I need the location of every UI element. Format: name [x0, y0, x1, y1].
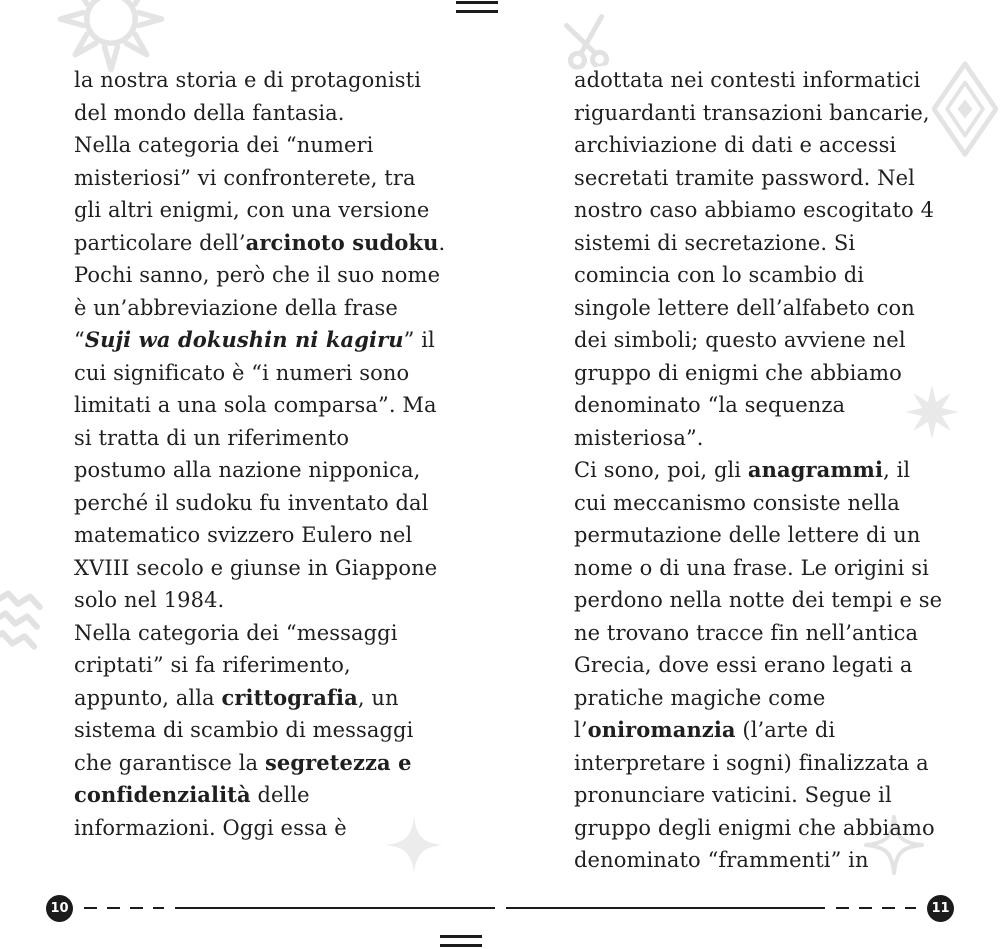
left-page-number-badge: 10: [46, 895, 73, 922]
right-page-number-badge: 11: [927, 895, 954, 922]
footer-dashed-rule-right: [836, 907, 916, 910]
trim-mark-top: [456, 1, 498, 4]
left-page-text: la nostra storia e di protagonisti del mondo della fantasia. Nella categoria dei “numeri misteriosi” vi confronterete, tra gli altri enigmi, con una versione particolare dell’arcinoto sudoku. Pochi sanno, però che il suo nome è un’abbreviazione della frase “Suji wa dokushin ni kagiru” il cui significato è “i numeri sono limitati a una sola comparsa”. Ma si tratta di un riferimento postumo alla nazione nipponica, perché il sudoku fu inventato dal matematico svizzero Eulero nel XVIII secolo e giunse in Giappone solo nel 1984. Nella categoria dei “messaggi criptati” si fa riferimento, appunto, alla crittografia, un sistema di scambio di messaggi che garantisce la segretezza e confidenzialità delle informazioni. Oggi essa è: [74, 68, 446, 840]
trim-mark-top: [456, 10, 498, 13]
footer-dashed-rule-left: [84, 907, 164, 910]
page-footer: [0, 893, 1000, 923]
right-page-text: adottata nei contesti informatici riguardanti transazioni bancarie, archiviazione di dati e accessi secretati tramite password. Nel nostro caso abbiamo escogitato 4 sistemi di secretazione. Si comincia con lo scambio di singole lettere dell’alfabeto con dei simboli; questo avviene nel gruppo di enigmi che abbiamo denominato “la sequenza misteriosa”. Ci sono, poi, gli anagrammi, il cui meccanismo consiste nella permutazione delle lettere di un nome o di una frase. Le origini si perdono nella notte dei tempi e se ne trovano tracce fin nell’antica Grecia, dove essi erano legati a pratiche magiche come l’oniromanzia (l’arte di interpretare i sogni) finalizzata a pronunciare vaticini. Segue il gruppo degli enigmi che abbiamo denominato “frammenti” in: [574, 68, 943, 872]
footer-rule-right: [506, 907, 826, 910]
trim-mark-bottom: [440, 935, 482, 938]
zigzag-icon: [0, 589, 48, 662]
footer-rule-left: [175, 907, 495, 910]
trim-mark-bottom: [440, 944, 482, 947]
